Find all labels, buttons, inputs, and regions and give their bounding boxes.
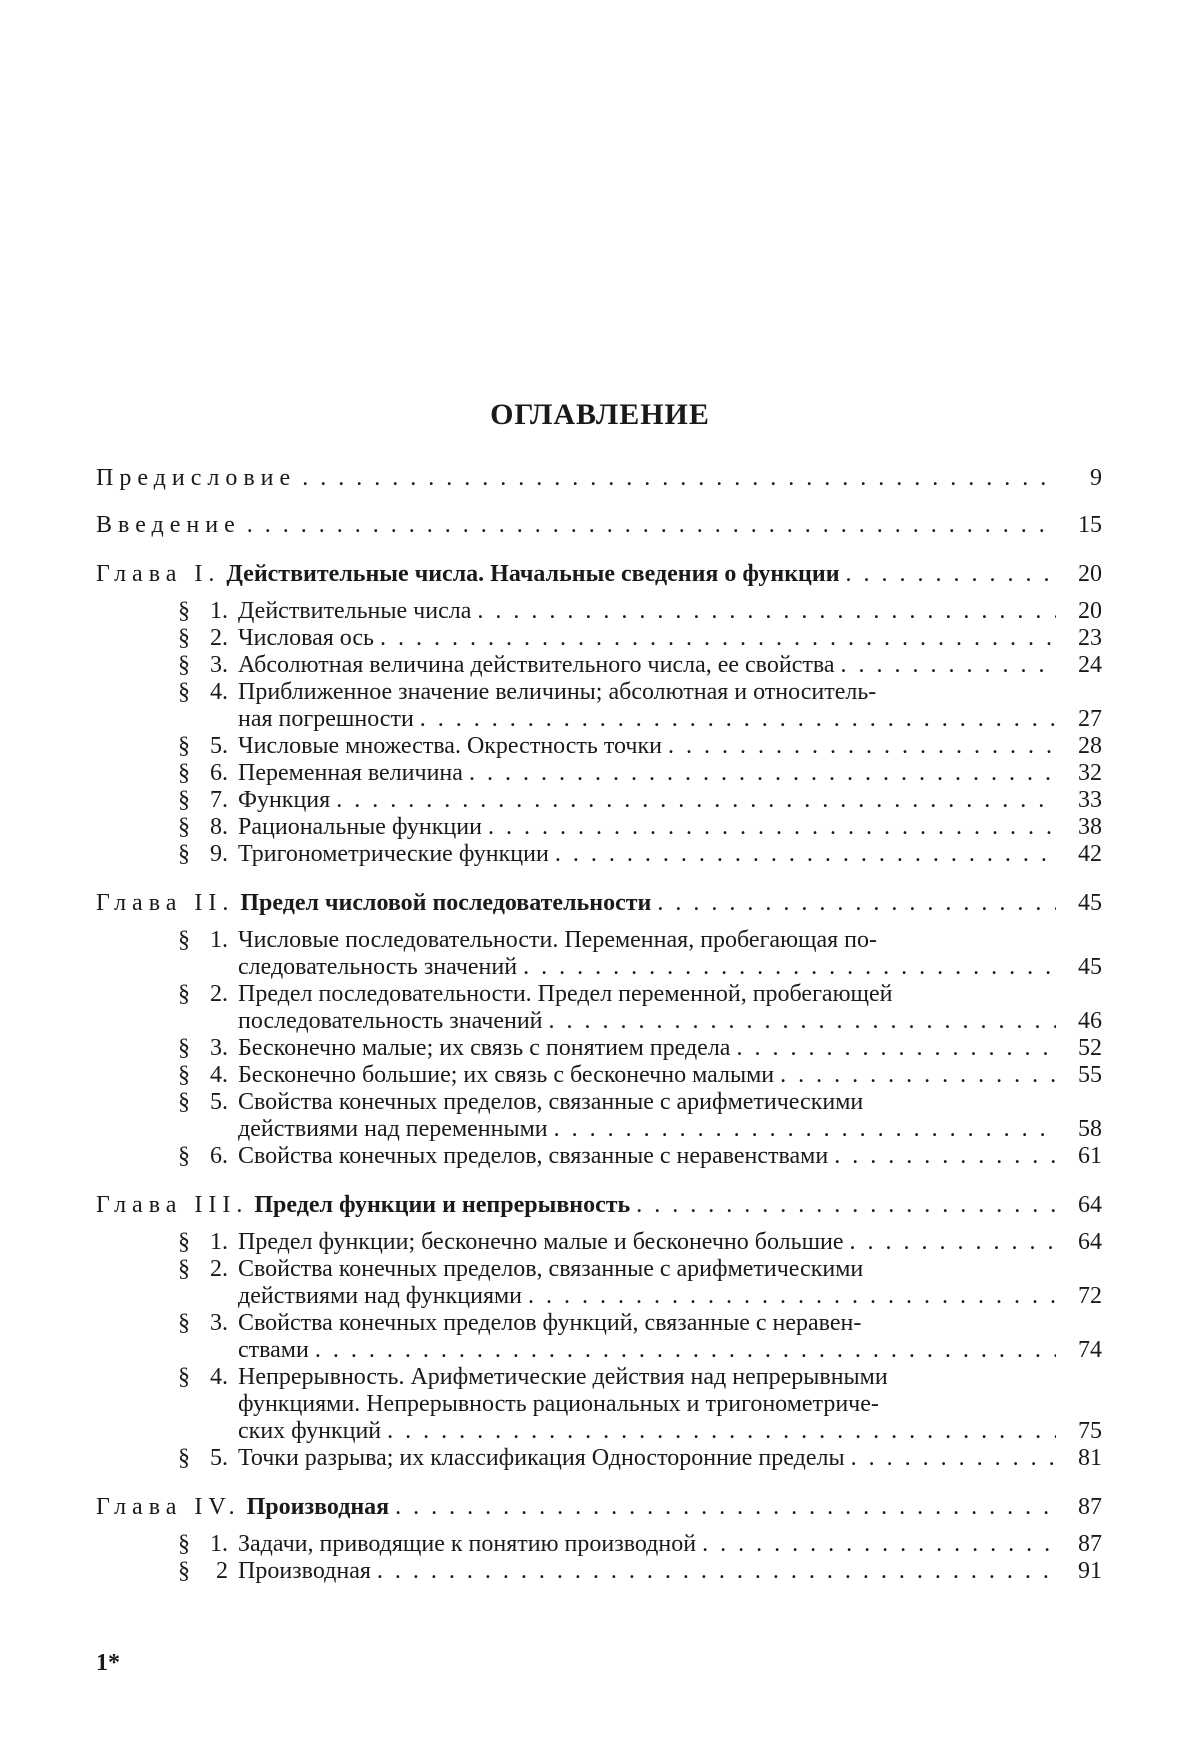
page-number: 75	[1078, 1418, 1102, 1444]
section-body	[238, 625, 1102, 652]
chapter-block	[96, 561, 1102, 868]
page-number: 74	[1078, 1337, 1102, 1363]
chapter-prefix: Глава I.	[96, 561, 221, 587]
section-title: функциями. Непрерывность рациональных и тригонометриче-	[238, 1391, 879, 1417]
section-body	[238, 679, 1102, 733]
page-number: 32	[1078, 760, 1102, 786]
section-entry[interactable]	[96, 625, 1102, 652]
page-number: 38	[1078, 814, 1102, 840]
section-sign: §	[178, 981, 190, 1007]
section-entry[interactable]	[96, 1143, 1102, 1170]
section-title: Свойства конечных пределов, связанные с арифметическими	[238, 1256, 864, 1282]
dot-leader	[336, 787, 1056, 814]
page-number: 64	[1078, 1192, 1102, 1218]
page-number: 42	[1078, 841, 1102, 867]
chapter-block	[96, 890, 1102, 1170]
section-title-line	[238, 1283, 1102, 1310]
section-title-line	[238, 1116, 1102, 1143]
section-title: Производная	[238, 1558, 371, 1584]
section-title-line	[238, 1062, 1102, 1089]
section-number: 7.	[210, 787, 228, 813]
section-sign: §	[178, 1364, 190, 1390]
section-entry[interactable]	[96, 1558, 1102, 1585]
section-number: 3.	[210, 1310, 228, 1336]
page-number: 27	[1078, 706, 1102, 732]
section-title: Функция	[238, 787, 331, 813]
section-body	[238, 1089, 1102, 1143]
section-sign: §	[178, 787, 190, 813]
section-title: последовательность значений	[238, 1008, 543, 1034]
section-title-line	[238, 1418, 1102, 1445]
dot-leader	[488, 814, 1056, 841]
section-title-line	[238, 1558, 1102, 1585]
section-body	[238, 598, 1102, 625]
section-sign: §	[178, 1089, 190, 1115]
section-sign: §	[178, 927, 190, 953]
section-title: Абсолютная величина действительного числа, ее свойства	[238, 652, 835, 678]
section-title-line	[238, 1035, 1102, 1062]
section-title: Тригонометрические функции	[238, 841, 549, 867]
dot-leader	[702, 1531, 1056, 1558]
section-title-line	[238, 652, 1102, 679]
chapter-heading[interactable]	[96, 561, 1102, 588]
page-number: 20	[1078, 561, 1102, 587]
section-sign: §	[178, 1062, 190, 1088]
section-title-line	[238, 1089, 1102, 1116]
section-sign: §	[178, 1143, 190, 1169]
dot-leader	[668, 733, 1056, 760]
section-body	[238, 1256, 1102, 1310]
section-sign: §	[178, 625, 190, 651]
section-sign: §	[178, 1558, 190, 1584]
section-body	[238, 760, 1102, 787]
table-of-contents	[96, 465, 1102, 1585]
section-body	[238, 814, 1102, 841]
section-title-line	[238, 814, 1102, 841]
section-body	[238, 841, 1102, 868]
section-number: 6.	[210, 760, 228, 786]
section-title: Числовые последовательности. Переменная, пробегающая по-	[238, 927, 878, 953]
page-number: 61	[1078, 1143, 1102, 1169]
section-sign: §	[178, 652, 190, 678]
section-body	[238, 1445, 1102, 1472]
section-title: Приближенное значение величины; абсолютная и относитель-	[238, 679, 877, 705]
section-body	[238, 1143, 1102, 1170]
section-title: Свойства конечных пределов, связанные с арифметическими	[238, 1089, 864, 1115]
page-number: 15	[1078, 512, 1102, 538]
section-title: действиями над переменными	[238, 1116, 548, 1142]
section-title: ная погрешности	[238, 706, 414, 732]
section-entry[interactable]	[96, 1229, 1102, 1256]
section-sign: §	[178, 1445, 190, 1471]
section-title: Свойства конечных пределов функций, связанные с неравен-	[238, 1310, 862, 1336]
section-sign: §	[178, 733, 190, 759]
section-entry[interactable]	[96, 598, 1102, 625]
section-entry[interactable]	[96, 1089, 1102, 1143]
page-title: ОГЛАВЛЕНИЕ	[490, 398, 710, 431]
section-title: Точки разрыва; их классификация Односторонние пределы	[238, 1445, 845, 1471]
page-number: 87	[1078, 1531, 1102, 1557]
section-title-line	[238, 1310, 1102, 1337]
section-body	[238, 981, 1102, 1035]
section-entry[interactable]	[96, 927, 1102, 981]
section-title-line	[238, 760, 1102, 787]
dot-leader	[380, 625, 1056, 652]
dot-leader	[851, 1445, 1056, 1472]
dot-leader	[657, 890, 1056, 917]
section-title-line	[238, 1337, 1102, 1364]
section-body	[238, 787, 1102, 814]
signature-mark: 1*	[96, 1650, 120, 1676]
section-title: действиями над функциями	[238, 1283, 523, 1309]
section-body	[238, 927, 1102, 981]
page-number: 24	[1078, 652, 1102, 678]
section-body	[238, 1558, 1102, 1585]
section-title: Числовые множества. Окрестность точки	[238, 733, 662, 759]
dot-leader	[636, 1192, 1056, 1219]
section-number: 2.	[210, 1256, 228, 1282]
section-sign: §	[178, 841, 190, 867]
section-number: 8.	[210, 814, 228, 840]
section-title: Числовая ось	[238, 625, 374, 651]
section-body	[238, 652, 1102, 679]
section-number: 2.	[210, 981, 228, 1007]
section-number: 5.	[210, 1089, 228, 1115]
section-entry[interactable]	[96, 760, 1102, 787]
section-body	[238, 1310, 1102, 1364]
section-title: Свойства конечных пределов, связанные с неравенствами	[238, 1143, 829, 1169]
section-body	[238, 1229, 1102, 1256]
dot-leader	[554, 1116, 1056, 1143]
section-entry[interactable]	[96, 1256, 1102, 1310]
page-number: 9	[1090, 465, 1102, 491]
toc-entry-preface[interactable]	[96, 465, 1102, 492]
section-number: 1.	[210, 1531, 228, 1557]
page-number: 46	[1078, 1008, 1102, 1034]
page-number: 23	[1078, 625, 1102, 651]
dot-leader	[780, 1062, 1056, 1089]
section-number: 5.	[210, 733, 228, 759]
dot-leader	[555, 841, 1056, 868]
section-entry[interactable]	[96, 679, 1102, 733]
section-number: 4.	[210, 1062, 228, 1088]
section-number: 6.	[210, 1143, 228, 1169]
section-number: 2	[216, 1558, 228, 1584]
section-title: Предел последовательности. Предел переменной, пробегающей	[238, 981, 893, 1007]
chapter-heading[interactable]	[96, 890, 1102, 917]
section-entry[interactable]	[96, 814, 1102, 841]
section-number: 9.	[210, 841, 228, 867]
page-number: 64	[1078, 1229, 1102, 1255]
dot-leader	[841, 652, 1057, 679]
dot-leader	[420, 706, 1056, 733]
page-number: 45	[1078, 890, 1102, 916]
section-entry[interactable]	[96, 652, 1102, 679]
section-title: следовательность значений	[238, 954, 518, 980]
section-entry[interactable]	[96, 1062, 1102, 1089]
section-title: Предел функции; бесконечно малые и бесконечно большие	[238, 1229, 844, 1255]
section-title: Задачи, приводящие к понятию производной	[238, 1531, 697, 1557]
dot-leader	[315, 1337, 1056, 1364]
dot-leader	[395, 1494, 1056, 1521]
section-number: 1.	[210, 598, 228, 624]
page-number: 81	[1078, 1445, 1102, 1471]
section-number: 1.	[210, 1229, 228, 1255]
dot-leader	[736, 1035, 1056, 1062]
dot-leader	[846, 561, 1056, 588]
page-number: 33	[1078, 787, 1102, 813]
section-sign: §	[178, 1256, 190, 1282]
page-number: 28	[1078, 733, 1102, 759]
dot-leader	[377, 1558, 1056, 1585]
section-sign: §	[178, 1229, 190, 1255]
section-entry[interactable]	[96, 733, 1102, 760]
section-title-line	[238, 733, 1102, 760]
page-number: 52	[1078, 1035, 1102, 1061]
section-sign: §	[178, 814, 190, 840]
section-sign: §	[178, 679, 190, 705]
dot-leader	[387, 1418, 1056, 1445]
dot-leader	[302, 465, 1056, 492]
section-title-line	[238, 679, 1102, 706]
section-number: 4.	[210, 679, 228, 705]
section-number: 4.	[210, 1364, 228, 1390]
section-title: Непрерывность. Арифметические действия над непрерывными	[238, 1364, 888, 1390]
section-entry[interactable]	[96, 981, 1102, 1035]
chapter-title: Предел числовой последовательности	[240, 890, 652, 916]
section-title: Действительные числа	[238, 598, 472, 624]
section-title-line	[238, 841, 1102, 868]
section-entry[interactable]	[96, 1310, 1102, 1364]
chapter-heading[interactable]	[96, 1192, 1102, 1219]
section-title-line	[238, 1229, 1102, 1256]
chapter-list	[96, 561, 1102, 1585]
section-sign: §	[178, 598, 190, 624]
chapter-title: Производная	[246, 1494, 390, 1520]
chapter-prefix: Глава III.	[96, 1192, 249, 1218]
section-title: Бесконечно малые; их связь с понятием предела	[238, 1035, 731, 1061]
section-title-line	[238, 981, 1102, 1008]
toc-entry-label: Введение	[96, 512, 241, 538]
page-number: 45	[1078, 954, 1102, 980]
chapter-prefix: Глава IV.	[96, 1494, 241, 1520]
section-title-line	[238, 1008, 1102, 1035]
chapter-prefix: Глава II.	[96, 890, 235, 916]
dot-leader	[469, 760, 1056, 787]
chapter-title: Действительные числа. Начальные сведения о функции	[226, 561, 840, 587]
page-number: 72	[1078, 1283, 1102, 1309]
section-number: 3.	[210, 1035, 228, 1061]
section-title-line	[238, 1531, 1102, 1558]
section-title-line	[238, 706, 1102, 733]
chapter-title: Предел функции и непрерывность	[254, 1192, 631, 1218]
section-number: 3.	[210, 652, 228, 678]
dot-leader	[528, 1283, 1056, 1310]
dot-leader	[549, 1008, 1056, 1035]
page-number: 58	[1078, 1116, 1102, 1142]
section-title-line	[238, 1364, 1102, 1391]
section-title-line	[238, 1143, 1102, 1170]
dot-leader	[477, 598, 1056, 625]
page-number: 91	[1078, 1558, 1102, 1584]
section-title-line	[238, 1391, 1102, 1418]
section-title-line	[238, 927, 1102, 954]
section-body	[238, 733, 1102, 760]
section-title-line	[238, 1445, 1102, 1472]
dot-leader	[247, 512, 1056, 539]
section-sign: §	[178, 1531, 190, 1557]
section-entry[interactable]	[96, 1445, 1102, 1472]
toc-entry-label: Предисловие	[96, 465, 297, 491]
section-sign: §	[178, 760, 190, 786]
section-entry[interactable]	[96, 1364, 1102, 1445]
section-body	[238, 1035, 1102, 1062]
chapter-heading[interactable]	[96, 1494, 1102, 1521]
section-title-line	[238, 598, 1102, 625]
section-entry[interactable]	[96, 1035, 1102, 1062]
section-body	[238, 1062, 1102, 1089]
section-number: 1.	[210, 927, 228, 953]
section-sign: §	[178, 1310, 190, 1336]
section-title: ских функций	[238, 1418, 382, 1444]
section-sign: §	[178, 1035, 190, 1061]
section-title: Рациональные функции	[238, 814, 482, 840]
section-title: Переменная величина	[238, 760, 463, 786]
section-title: Бесконечно большие; их связь с бесконечно малыми	[238, 1062, 775, 1088]
dot-leader	[834, 1143, 1056, 1170]
section-number: 5.	[210, 1445, 228, 1471]
section-entry[interactable]	[96, 841, 1102, 868]
section-body	[238, 1531, 1102, 1558]
page-number: 55	[1078, 1062, 1102, 1088]
section-title-line	[238, 954, 1102, 981]
toc-entry-introduction[interactable]	[96, 512, 1102, 539]
section-number: 2.	[210, 625, 228, 651]
page-number: 20	[1078, 598, 1102, 624]
section-entry[interactable]	[96, 1531, 1102, 1558]
section-title-line	[238, 1256, 1102, 1283]
section-title-line	[238, 625, 1102, 652]
chapter-block	[96, 1192, 1102, 1472]
section-body	[238, 1364, 1102, 1445]
dot-leader	[523, 954, 1056, 981]
chapter-block	[96, 1494, 1102, 1585]
section-entry[interactable]	[96, 787, 1102, 814]
page-number: 87	[1078, 1494, 1102, 1520]
section-title-line	[238, 787, 1102, 814]
section-title: ствами	[238, 1337, 309, 1363]
dot-leader	[850, 1229, 1056, 1256]
